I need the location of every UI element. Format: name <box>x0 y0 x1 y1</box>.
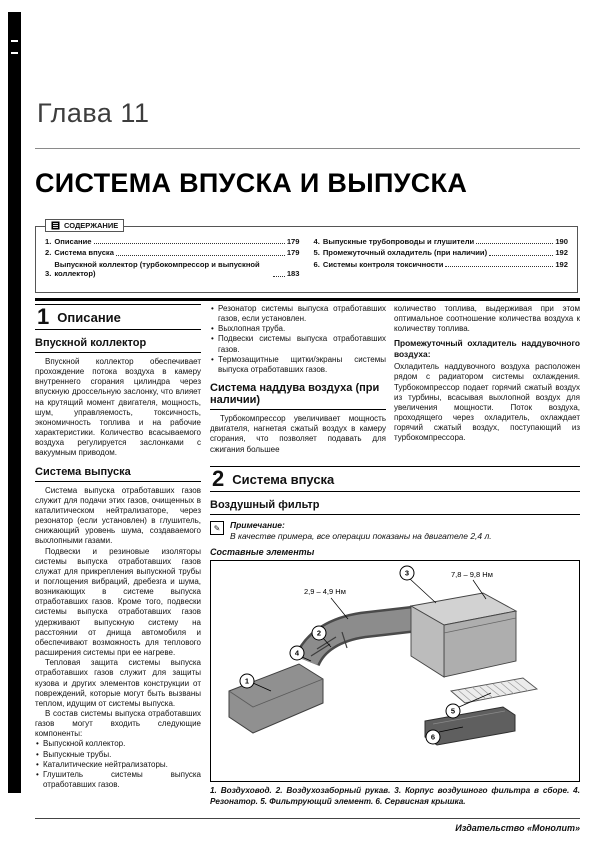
torque-label-2: 7,8 – 9,8 Нм <box>451 570 493 580</box>
air-duct-shape <box>229 664 323 733</box>
intercooler-text: Охладитель наддувочного воздуха расположен рядом с радиатором системы охлаждения. Турбокомпрессор подает горячий сжатый воздух из турбины, всасывая выхлопной воздух для увеличения мощности. Поток воздуха, проходящего через охладитель, охлаждает горячий сжатый воздух, поступающий из турбокомпрессора. <box>394 362 580 443</box>
diagram-caption: 1. Воздуховод. 2. Воздухозаборный рукав. 3. Корпус воздушного фильтра в сборе. 4. Резонатор. 5. Фильтрующий элемент. 6. Сервисная крышка. <box>210 786 580 806</box>
dot-leader <box>273 275 285 277</box>
exhaust-component-item: • Резонатор системы выпуска отработавших газов, если установлен. <box>210 304 386 324</box>
note-pencil-icon <box>210 521 224 535</box>
intake-manifold-text: Впускной коллектор обеспечивает прохождение потока воздуха в камеру внутреннего сгорания цилиндра через впускную дроссельную заслонку, что влияет на крутящий момент двигателя, мощность, шум, управляемость, токсичность, экономичность топлива и на рабочие характеристики. Количество всасываемого воздуха регулируется заслонками с вакуумным приводом. <box>35 357 201 458</box>
note-label: Примечание: <box>230 520 285 530</box>
edge-tick <box>11 40 18 42</box>
edge-tick <box>11 52 18 54</box>
boost-paragraph: Турбокомпрессор увеличивает мощность двигателя, нагнетая сжатый воздух в камеру сгорания, что позволяет подавать для сжигания большее <box>210 414 386 454</box>
toc-entry: 6. Системы контроля токсичности 192 <box>313 259 568 269</box>
dot-leader <box>94 242 285 244</box>
svg-text:6: 6 <box>430 732 436 742</box>
dot-leader <box>445 265 553 267</box>
air-filter-diagram-drawing <box>211 561 579 781</box>
toc-entry: 2. Система впуска 179 <box>45 248 300 258</box>
dot-leader <box>116 254 285 256</box>
exhaust-paragraph: Тепловая защита системы выпуска отработавших газов служит для защиты кузова и других элементов конструкции от повреждений, которые могут быть вызваны теплом, идущим от системы выпуска. <box>35 658 201 708</box>
chapter-edge-bar <box>8 12 21 793</box>
exhaust-paragraph: Система выпуска отработавших газов служит для подачи этих газов, очищенных в каталитическом нейтрализаторе, через резонатор (если установлен) в глушитель, снижающий уровень шума, создаваемого выхлопными газами. <box>35 485 201 546</box>
boost-system-heading: Система наддува воздуха (при наличии) <box>210 382 386 410</box>
contents-column-right <box>314 237 569 281</box>
contents-bottom-rule <box>35 298 580 301</box>
exhaust-component-item: • Выпускные трубы. <box>35 750 201 760</box>
contents-header <box>45 219 124 232</box>
exhaust-paragraph: В состав системы выпуска отработавших газов могут входить следующие компоненты: <box>35 709 201 739</box>
contents-title: СОДЕРЖАНИЕ <box>64 221 119 230</box>
torque-leader <box>331 598 348 619</box>
svg-text:3: 3 <box>404 568 410 578</box>
exhaust-system-heading: Система выпуска <box>35 466 201 482</box>
section-number: 1 <box>37 304 50 329</box>
intake-manifold-heading: Впускной коллектор <box>35 337 201 353</box>
section-title: Описание <box>57 309 121 325</box>
toc-page-number: 179 <box>286 248 300 258</box>
intake-system-section <box>210 466 580 807</box>
page-title: СИСТЕМА ВПУСКА И ВЫПУСКА <box>35 168 468 198</box>
toc-entry: 4. Выпускные трубопроводы и глушители 190 <box>313 237 568 246</box>
column-1 <box>35 304 201 790</box>
exhaust-component-item: • Термозащитные щитки/экраны системы выпуска отработавших газов. <box>210 355 386 375</box>
components-label: Составные элементы <box>210 547 315 558</box>
toc-page-number: 192 <box>555 259 568 269</box>
exhaust-component-item: • Каталитические нейтрализаторы. <box>35 760 201 770</box>
chapter-label: Глава 11 <box>37 98 150 128</box>
dot-leader <box>476 242 553 244</box>
toc-page-number: 190 <box>555 237 568 246</box>
toc-page-number: 179 <box>286 237 300 246</box>
column-3 <box>394 304 580 444</box>
svg-text:5: 5 <box>450 706 456 716</box>
toc-page-number: 183 <box>286 269 300 279</box>
exhaust-paragraph: Подвески и резиновые изоляторы системы выпуска отработавших газов служат для прикрепления выпускной трубы и поглощения вибраций, дребезга и шума, возникающих в системе выпуска отработавших газов. Кроме того, подвески системы выпуска отработавших газов удерживают выпускную систему на расстоянии от днища автомобиля и обеспечивают возможность для теплового расширения системы при ее нагреве. <box>35 546 201 658</box>
section-2-header <box>210 466 580 492</box>
intercooler-heading: Промежуточный охладитель наддувочного воздуха: <box>394 338 580 360</box>
toc-entry: 5. Промежуточный охладитель (при наличии) 192 <box>313 248 568 258</box>
section-title: Система впуска <box>232 471 335 487</box>
callout-3 <box>400 566 436 603</box>
contents-column-left <box>45 237 300 281</box>
contents-icon <box>51 221 60 230</box>
note-text: В качестве примера, все операции показаны на двигателе 2,4 л. <box>230 531 492 542</box>
contents-columns <box>36 227 577 285</box>
toc-page-number: 192 <box>555 248 568 258</box>
exhaust-component-item: • Выхлопная труба. <box>210 324 386 334</box>
section-number: 2 <box>212 466 225 491</box>
toc-entry: 3. Выпускной коллектор (турбокомпрессор и выпускной коллектор) 183 <box>45 259 300 279</box>
svg-text:4: 4 <box>294 648 300 658</box>
toc-entry: 1. Описание 179 <box>45 237 300 246</box>
section-1-header <box>35 304 201 330</box>
svg-text:1: 1 <box>244 676 250 686</box>
publisher-footer: Издательство «Монолит» <box>455 823 580 833</box>
air-filter-diagram <box>210 560 580 782</box>
column-2 <box>210 304 386 455</box>
exhaust-component-item: • Глушитель системы выпуска отработавших газов. <box>35 770 201 790</box>
exhaust-component-item: • Выпускной коллектор. <box>35 739 201 749</box>
boost-paragraph-continued: количество топлива, выдерживая при этом оптимальное соотношение количества воздуха к количеству топлива. <box>394 304 580 334</box>
footer-rule <box>35 818 580 819</box>
note-block <box>210 520 580 542</box>
chapter-divider <box>35 148 580 149</box>
air-filter-heading: Воздушный фильтр <box>210 499 580 515</box>
svg-text:2: 2 <box>316 628 322 638</box>
exhaust-component-item: • Подвески системы выпуска отработавших газов. <box>210 334 386 354</box>
dot-leader <box>489 254 553 256</box>
filter-element-shape <box>451 678 537 703</box>
torque-label-1: 2,9 – 4,9 Нм <box>304 587 346 597</box>
contents-box <box>35 221 578 293</box>
